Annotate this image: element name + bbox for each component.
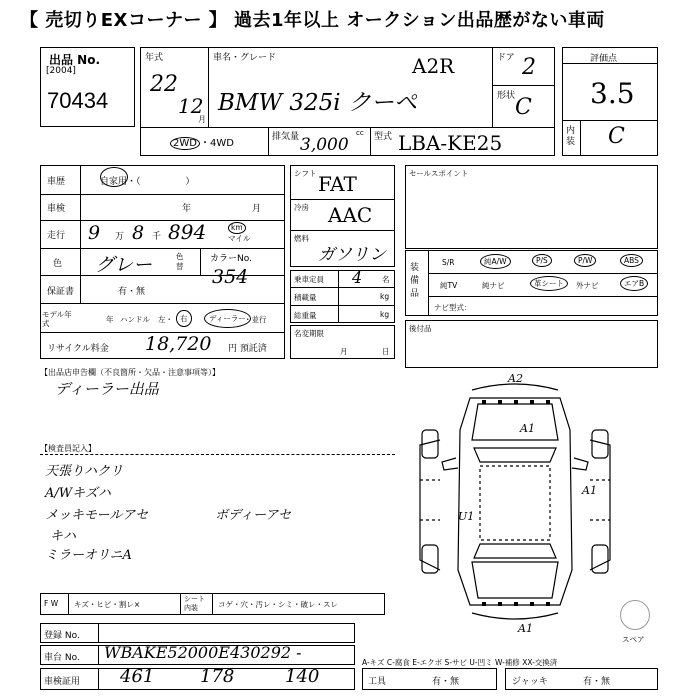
equip-ext-navi: 外ナビ xyxy=(576,281,599,290)
color-label: 色 xyxy=(53,259,63,269)
sales-point-label: セールスポイント xyxy=(409,169,469,178)
recycle-value: 18,720 xyxy=(145,333,212,355)
score-value: 3.5 xyxy=(590,77,635,110)
aftermarket-box xyxy=(405,320,658,368)
mileage-unit: km xyxy=(228,222,246,234)
inspector-note-2: A/Wキズハ xyxy=(45,486,111,501)
mileage-man: 万 xyxy=(115,232,125,242)
declaration-label: 【出品店申告欄（不良箇所・欠品・注意事項等）】 xyxy=(40,368,220,377)
equip-ps: P/S xyxy=(532,254,552,267)
color-value: グレー xyxy=(95,254,153,276)
lot-year-tag: [2004] xyxy=(46,66,76,76)
fuel-value: ガソリン xyxy=(318,245,386,265)
fw-label: F W xyxy=(44,599,59,608)
gross-unit: kg xyxy=(380,310,390,319)
mileage-unit2: マイル xyxy=(228,234,251,243)
aftermarket-label: 後付品 xyxy=(409,324,432,333)
interior-label: 内装 xyxy=(566,126,576,147)
car-damage-diagram xyxy=(400,370,630,640)
model-year-label: モデル年式 xyxy=(42,310,72,328)
history-label: 車歴 xyxy=(47,177,66,187)
shape-value: C xyxy=(515,95,532,120)
recycle-unit: 円 預託済 xyxy=(228,344,267,354)
lot-box xyxy=(40,47,135,127)
warranty-label: 保証書 xyxy=(47,287,75,297)
inspector-label: 【検査員記入】 xyxy=(40,444,96,453)
chassis-label: 車台 No. xyxy=(44,653,80,663)
color-change-label: 色替 xyxy=(176,252,184,271)
fw-text: キズ・ヒビ・割レ× xyxy=(74,600,141,609)
handle-label: ハンドル xyxy=(120,315,150,324)
header-bar xyxy=(0,0,700,34)
registration-label: 年式 xyxy=(145,53,164,63)
history-value: 自家用・（ ） xyxy=(100,177,195,187)
registration-no-label: 登録 No. xyxy=(44,631,80,641)
drive-4wd: ・4WD xyxy=(199,138,234,149)
ac-label: 冷房 xyxy=(294,203,309,212)
inspector-note-right: ボディーアセ xyxy=(215,508,292,523)
fuel-label: 燃料 xyxy=(294,234,309,243)
seat-label: シート内装 xyxy=(184,595,205,612)
registration-month: 12 xyxy=(178,94,204,118)
damage-bonnet: A1 xyxy=(520,422,535,435)
doors-label: ドア xyxy=(497,53,515,63)
tools-value: 有・無 xyxy=(432,677,460,687)
registration-year: 22 xyxy=(150,72,178,97)
equip-pw: P/W xyxy=(574,254,596,267)
car-name: BMW 325i クーペ xyxy=(218,90,417,116)
warranty-value: 有・無 xyxy=(118,287,146,297)
doors-value: 2 xyxy=(522,55,536,80)
ac-value: AAC xyxy=(328,203,373,227)
jack-value: 有・無 xyxy=(583,677,611,687)
drive-2wd: 2WD xyxy=(170,137,200,150)
parallel-option: ・並行 xyxy=(244,315,267,324)
car-grade: A2R xyxy=(412,54,455,78)
equip-sr: S/R xyxy=(442,258,455,267)
equip-leather: 革シート xyxy=(530,276,568,291)
model-year-year: 年 xyxy=(106,315,114,324)
mileage-sen: 千 xyxy=(152,232,162,242)
color-code-label: カラーNo. xyxy=(210,254,252,264)
load-label: 積載量 xyxy=(294,293,317,302)
lot-label: 出品 No. xyxy=(49,53,101,67)
jack-label: ジャッキ xyxy=(512,677,548,687)
registration-month-unit: 月 xyxy=(198,115,206,124)
equip-abs: ABS xyxy=(620,254,643,267)
dims-v3: 140 xyxy=(285,666,320,687)
capacity-unit: 名 xyxy=(382,275,390,284)
inspection-label: 車検 xyxy=(47,204,66,214)
mileage-rest: 894 xyxy=(168,220,207,244)
inspector-note-1: 天張りハクリ xyxy=(45,464,124,479)
model-label: 型式 xyxy=(374,132,393,142)
model-value: LBA-KE25 xyxy=(398,131,503,155)
equip-airbag: エアB xyxy=(620,276,648,291)
mileage-label: 走行 xyxy=(47,231,66,241)
dealer-option: ディーラー xyxy=(204,309,251,328)
displacement-value: 3,000 xyxy=(300,135,349,155)
mileage-d1: 9 xyxy=(88,222,101,244)
displacement-label: 排気量 xyxy=(272,132,300,142)
car-label: 車名・グレード xyxy=(213,53,277,63)
lot-number: 70434 xyxy=(47,88,109,113)
equip-tv: 純TV xyxy=(440,281,458,290)
color-code: 354 xyxy=(212,266,249,288)
spare-label: スペア xyxy=(622,635,645,644)
header-title: 【 売切りEXコーナー 】 過去1年以上 オークション出品歴がない車両 xyxy=(20,10,605,31)
chassis-value: WBAKE52000E430292 - xyxy=(104,643,302,662)
damage-left: U1 xyxy=(458,510,475,523)
declaration-note: ディーラー出品 xyxy=(55,380,159,398)
mileage-d2: 8 xyxy=(132,222,145,244)
interior-value: C xyxy=(608,124,625,149)
dims-v1: 461 xyxy=(120,666,155,687)
inspector-note-4: キハ xyxy=(50,529,77,544)
recycle-label: リサイクル料金 xyxy=(47,344,109,354)
inspection-month: 月 xyxy=(252,204,262,214)
registration-row xyxy=(40,623,355,643)
dims-label: 車検証用 xyxy=(44,677,81,687)
shape-label: 形状 xyxy=(497,91,516,101)
inspection-year: 年 xyxy=(182,204,192,214)
shift-value: FAT xyxy=(318,172,357,196)
tools-label: 工具 xyxy=(368,677,387,687)
capacity-value: 4 xyxy=(352,268,363,287)
capacity-label: 乗車定員 xyxy=(294,275,324,284)
equip-navi: 純ナビ xyxy=(482,281,505,290)
equipment-label: 装備品 xyxy=(410,263,420,299)
gross-label: 総重量 xyxy=(294,311,317,320)
score-label: 評価点 xyxy=(590,54,618,64)
expiry-label: 名変期限 xyxy=(294,329,324,338)
handle-left: 左・ xyxy=(158,315,173,324)
inspector-note-5: ミラーオリニA xyxy=(45,548,132,563)
expiry-day: 日 xyxy=(382,347,390,356)
damage-top: A2 xyxy=(508,372,523,385)
handle-right: 右 xyxy=(176,310,192,327)
inspector-note-3: メッキモールアセ xyxy=(45,508,149,523)
damage-bottom: A1 xyxy=(518,622,533,635)
dims-v2: 178 xyxy=(200,666,235,687)
expiry-month: 月 xyxy=(340,347,348,356)
equip-aw: 純A/W xyxy=(480,254,511,269)
displacement-unit: cc xyxy=(356,129,364,137)
seat-text: コゲ・穴・汚レ・シミ・破レ・スレ xyxy=(218,600,338,609)
shift-label: シフト xyxy=(294,169,317,178)
legend-text: A-キズ C-腐食 E-エクボ S-サビ U-凹ミ W-補修 XX-交換済 xyxy=(362,658,558,667)
damage-right: A1 xyxy=(582,484,597,497)
load-unit: kg xyxy=(380,292,390,301)
navi-model-label: ナビ型式： xyxy=(434,303,472,312)
